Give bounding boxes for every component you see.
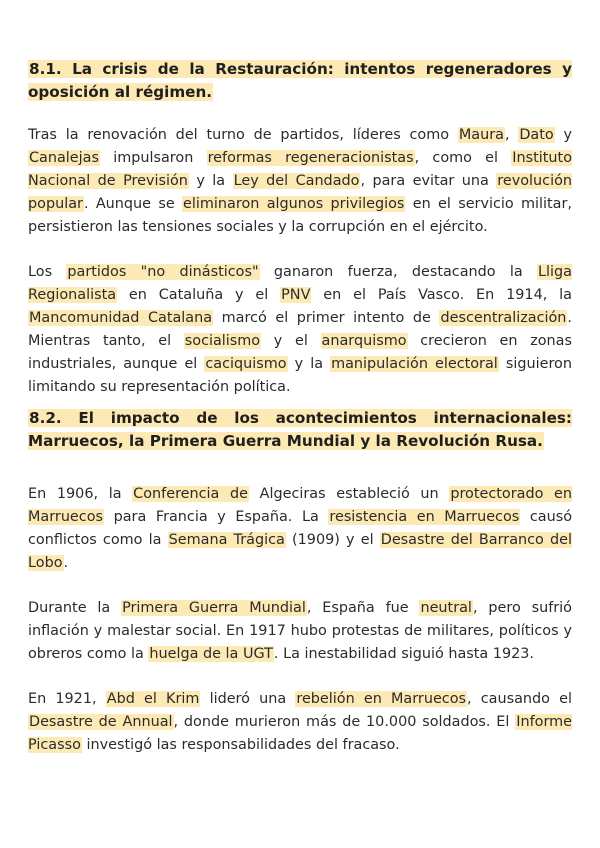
text-run: En 1906, la bbox=[28, 486, 133, 502]
paragraph bbox=[28, 124, 572, 239]
highlighted-term: rebelión en Marruecos bbox=[296, 691, 467, 707]
text-run: , para evitar una bbox=[360, 173, 497, 189]
text-run: en el País Vasco. En 1914, la bbox=[311, 287, 572, 303]
highlighted-term: Maura bbox=[458, 127, 504, 143]
highlighted-term: Informe Picasso bbox=[28, 714, 572, 753]
text-run: y la bbox=[287, 356, 331, 372]
text-run: para Francia y España. La bbox=[104, 509, 329, 525]
text-run: y el bbox=[261, 333, 321, 349]
text-run: Los bbox=[28, 264, 67, 280]
highlighted-term: resistencia en Marruecos bbox=[329, 509, 520, 525]
paragraph bbox=[28, 688, 572, 757]
text-run: . La inestabilidad siguió hasta 1923. bbox=[273, 646, 535, 662]
text-run: . Aunque se bbox=[83, 196, 183, 212]
highlighted-term: Abd el Krim bbox=[106, 691, 200, 707]
text-run: causó conflictos como la bbox=[28, 509, 573, 548]
text-run: , como el bbox=[414, 150, 512, 166]
text-run: En 1921, bbox=[28, 691, 106, 707]
highlighted-term: Mancomunidad Catalana bbox=[29, 310, 213, 326]
text-run: , donde murieron más de 10.000 soldados. El bbox=[173, 714, 516, 730]
text-run: impulsaron bbox=[99, 150, 207, 166]
paragraph bbox=[28, 597, 572, 666]
highlighted-term: Desastre de Annual bbox=[29, 714, 173, 730]
text-run: , España fue bbox=[306, 600, 420, 616]
text-run: en Cataluña y el bbox=[117, 287, 281, 303]
text-run: marcó el primer intento de bbox=[213, 310, 440, 326]
text-run: lideró una bbox=[200, 691, 296, 707]
section-heading-8-2 bbox=[28, 407, 572, 453]
section-heading-text: 8.1. La crisis de la Restauración: intentos regeneradores y oposición al régimen. bbox=[28, 60, 572, 101]
paragraph bbox=[28, 483, 572, 575]
highlighted-term: Instituto Nacional de Previsión bbox=[28, 150, 572, 189]
text-run: Tras la renovación del turno de partidos, líderes como bbox=[28, 127, 458, 143]
text-run: en el servicio militar, persistieron las tensiones sociales y la corrupción en el ejército. bbox=[28, 196, 572, 235]
highlighted-term: Conferencia de bbox=[133, 486, 248, 502]
text-run: . bbox=[63, 555, 69, 571]
highlighted-term: eliminaron algunos privilegios bbox=[183, 196, 405, 212]
text-run: investigó las responsabilidades del fracaso. bbox=[81, 737, 400, 753]
paragraph bbox=[28, 261, 572, 399]
text-run: (1909) y el bbox=[285, 532, 380, 548]
highlighted-term: Lliga Regionalista bbox=[28, 264, 572, 303]
text-run: , bbox=[504, 127, 519, 143]
highlighted-term: socialismo bbox=[184, 333, 261, 349]
highlighted-term: Desastre del Barranco del Lobo bbox=[28, 532, 572, 571]
highlighted-term: partidos "no dinásticos" bbox=[67, 264, 259, 280]
text-run: y la bbox=[188, 173, 233, 189]
highlighted-term: reformas regeneracionistas bbox=[207, 150, 414, 166]
text-run: Algeciras estableció un bbox=[249, 486, 450, 502]
highlighted-term: neutral bbox=[420, 600, 472, 616]
text-run: y bbox=[554, 127, 573, 143]
text-run: , causando el bbox=[467, 691, 572, 707]
highlighted-term: descentralización bbox=[440, 310, 567, 326]
highlighted-term: anarquismo bbox=[321, 333, 407, 349]
highlighted-term: Canalejas bbox=[29, 150, 99, 166]
highlighted-term: protectorado en Marruecos bbox=[28, 486, 572, 525]
text-run: ganaron fuerza, destacando la bbox=[259, 264, 538, 280]
highlighted-term: Ley del Candado bbox=[233, 173, 360, 189]
highlighted-term: Primera Guerra Mundial bbox=[122, 600, 306, 616]
text-run: siguieron limitando su representación política. bbox=[28, 356, 572, 395]
text-run: . Mientras tanto, el bbox=[28, 310, 572, 349]
section-heading-8-1 bbox=[28, 58, 572, 104]
highlighted-term: Semana Trágica bbox=[168, 532, 285, 548]
highlighted-term: manipulación electoral bbox=[331, 356, 498, 372]
text-run: , pero sufrió inflación y malestar social. En 1917 hubo protestas de militares, políticos y obreros como la bbox=[28, 600, 572, 662]
section-heading-text: 8.2. El impacto de los acontecimientos internacionales: Marruecos, la Primera Guerra Mundial y la Revolución Rusa. bbox=[28, 409, 572, 450]
highlighted-term: PNV bbox=[281, 287, 311, 303]
highlighted-term: Dato bbox=[519, 127, 554, 143]
highlighted-term: caciquismo bbox=[205, 356, 287, 372]
text-run: crecieron en zonas industriales, aunque el bbox=[28, 333, 572, 372]
text-run: Durante la bbox=[28, 600, 122, 616]
highlighted-term: huelga de la UGT bbox=[149, 646, 273, 662]
highlighted-term: revolución popular bbox=[28, 173, 573, 212]
